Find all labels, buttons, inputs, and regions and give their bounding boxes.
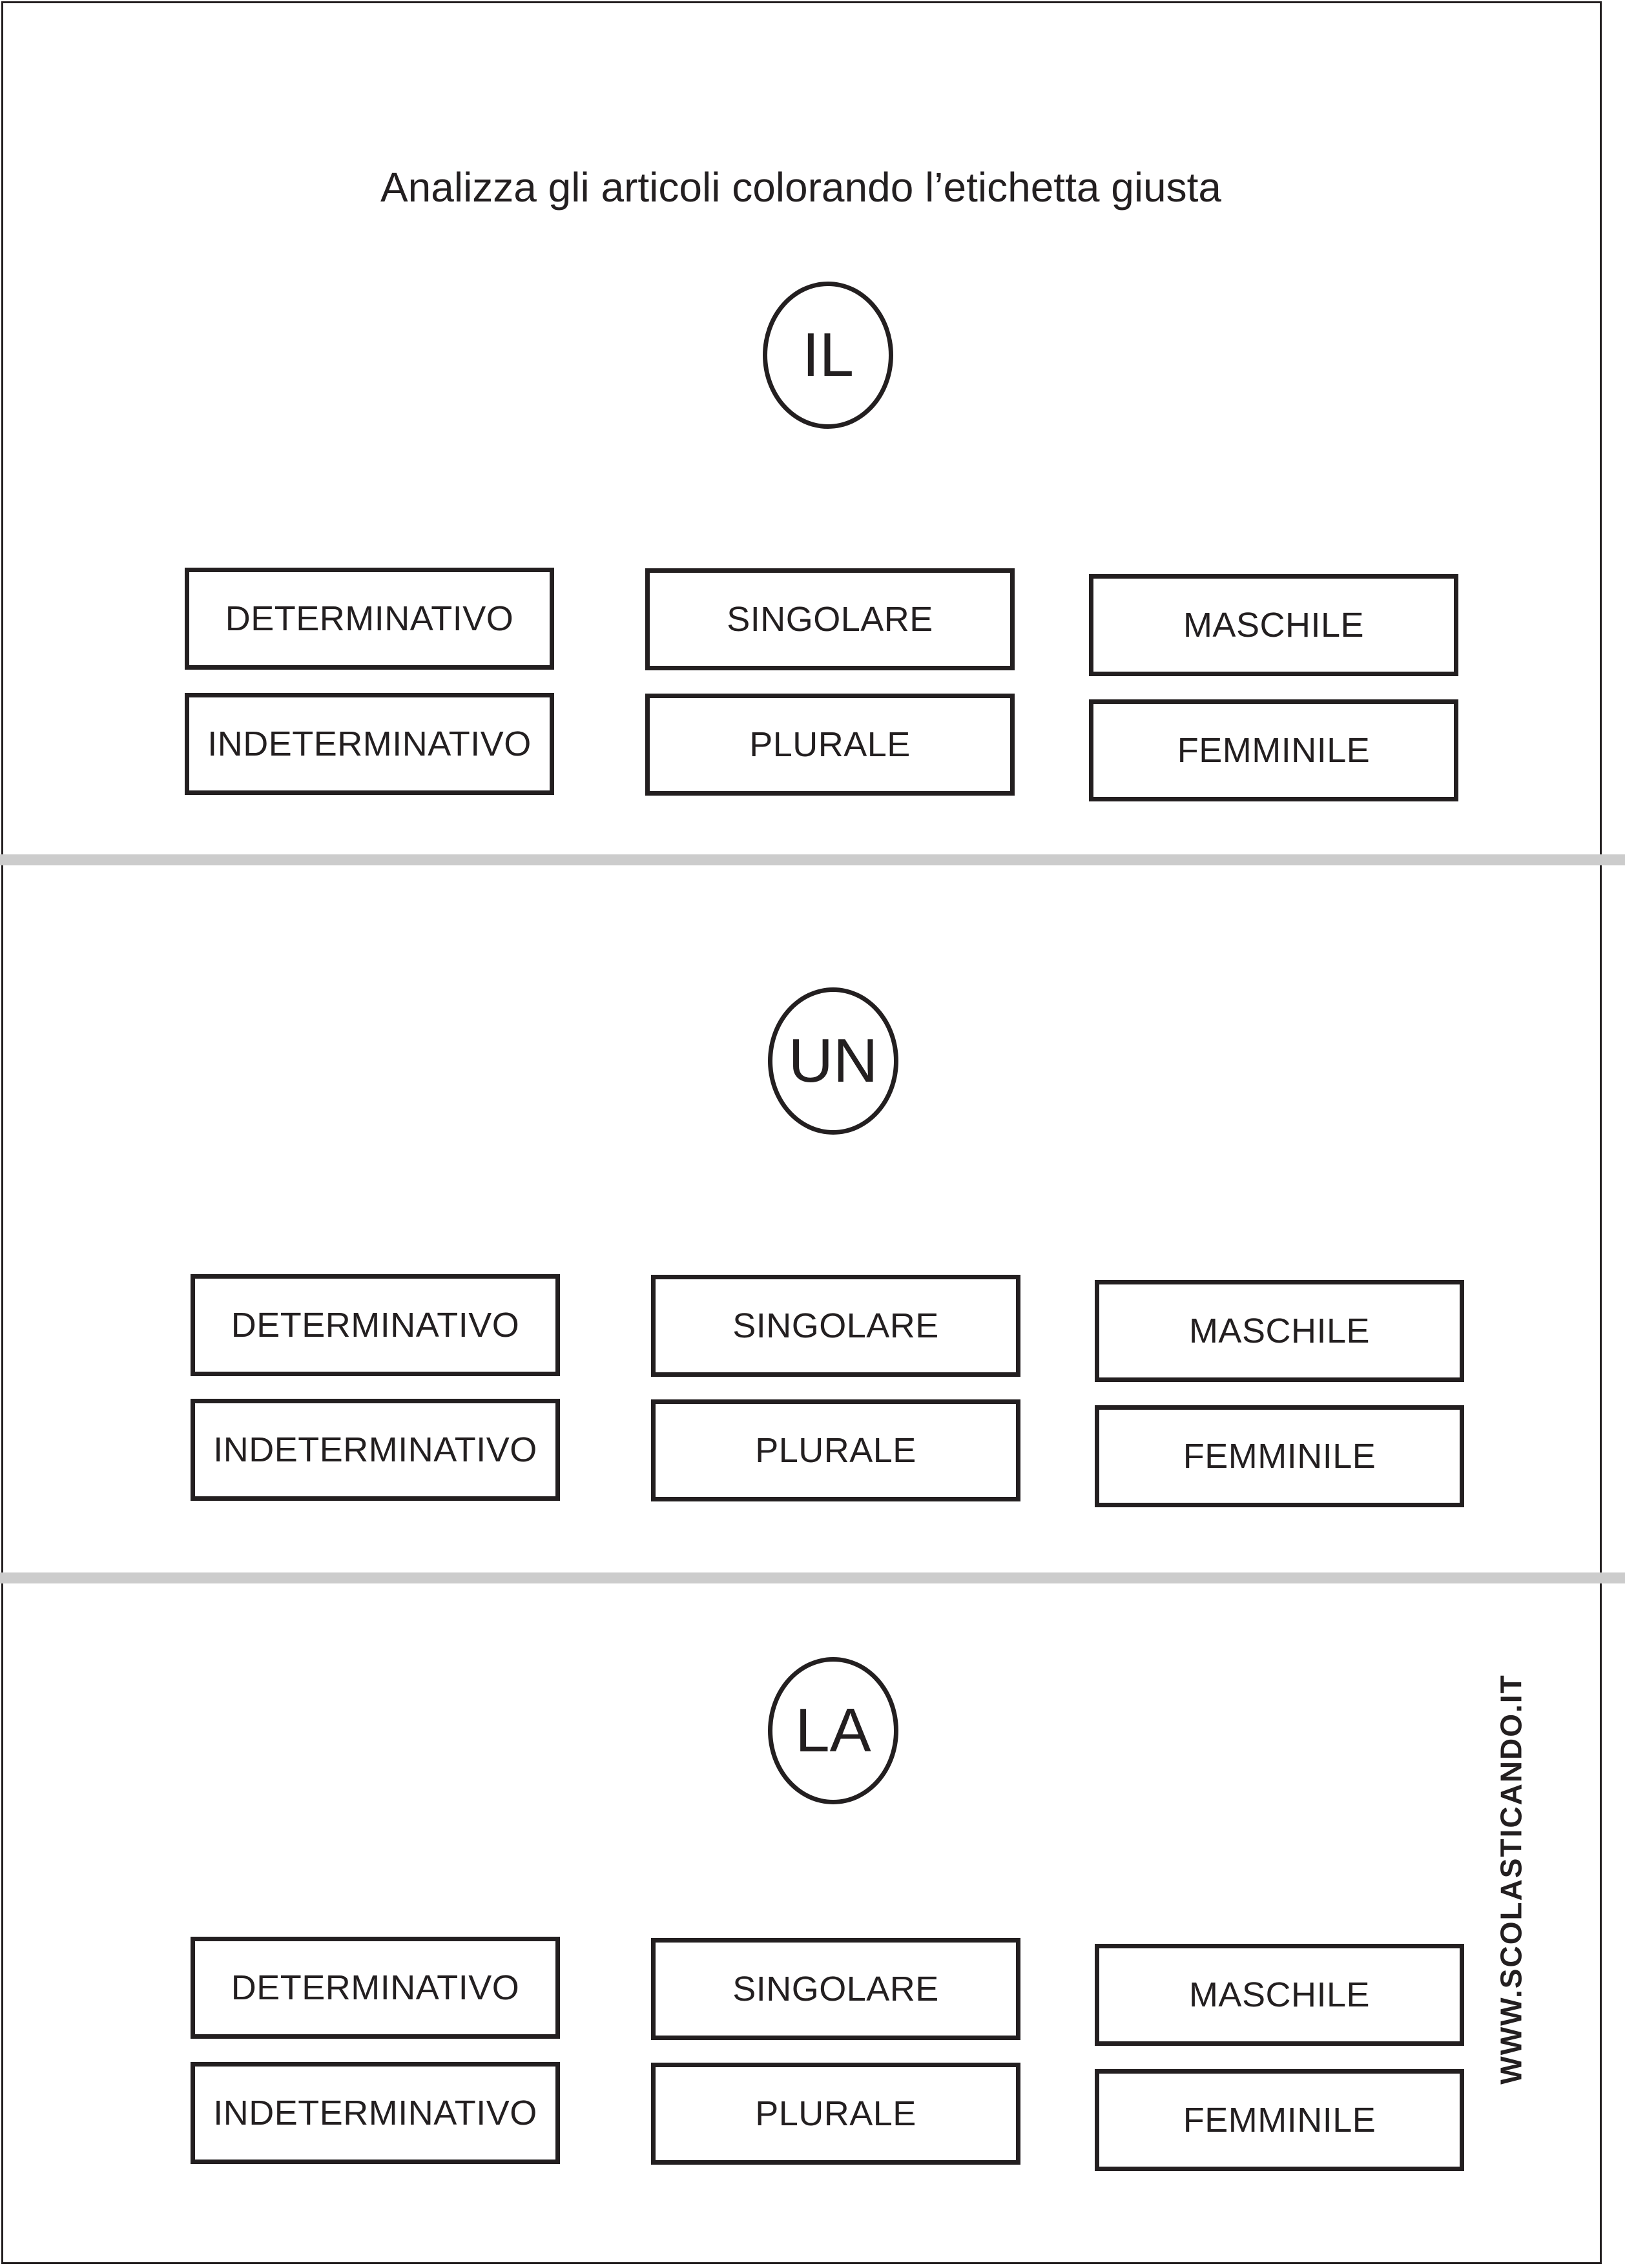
website-watermark bbox=[1493, 1674, 1529, 2085]
article-text: IL bbox=[802, 320, 854, 389]
article-text: UN bbox=[788, 1026, 878, 1095]
label-text: PLURALE bbox=[749, 725, 911, 764]
label-text: PLURALE bbox=[755, 2094, 916, 2133]
label-text: INDETERMINATIVO bbox=[207, 725, 532, 763]
label-text: DETERMINATIVO bbox=[231, 1306, 520, 1345]
label-text: MASCHILE bbox=[1183, 606, 1365, 644]
label-text: SINGOLARE bbox=[727, 600, 933, 639]
label-text: SINGOLARE bbox=[732, 1970, 939, 2008]
label-determinativo[interactable] bbox=[191, 1937, 560, 2039]
label-maschile[interactable] bbox=[1095, 1944, 1464, 2046]
worksheet-title: Analizza gli articoli colorando l’etichetta giusta bbox=[380, 164, 1222, 211]
label-text: INDETERMINATIVO bbox=[213, 1430, 537, 1469]
label-text: FEMMINILE bbox=[1183, 1437, 1376, 1476]
label-plurale[interactable] bbox=[651, 2063, 1020, 2165]
label-text: FEMMINILE bbox=[1177, 731, 1371, 770]
article-text: LA bbox=[795, 1696, 871, 1765]
label-text: DETERMINATIVO bbox=[231, 1968, 520, 2007]
article-oval bbox=[768, 1657, 898, 1804]
label-text: MASCHILE bbox=[1188, 1312, 1371, 1350]
label-femminile[interactable] bbox=[1095, 2069, 1464, 2171]
label-singolare[interactable] bbox=[651, 1938, 1020, 2040]
label-text: FEMMINILE bbox=[1183, 2101, 1376, 2139]
label-text: SINGOLARE bbox=[732, 1306, 939, 1345]
label-text: DETERMINATIVO bbox=[225, 599, 514, 638]
label-text: PLURALE bbox=[755, 1431, 916, 1470]
label-text: INDETERMINATIVO bbox=[213, 2094, 537, 2132]
label-indeterminativo[interactable] bbox=[191, 2062, 560, 2164]
watermark-text: WWW.SCOLASTICANDO.IT bbox=[1495, 1674, 1528, 2085]
label-text: MASCHILE bbox=[1188, 1975, 1371, 2014]
